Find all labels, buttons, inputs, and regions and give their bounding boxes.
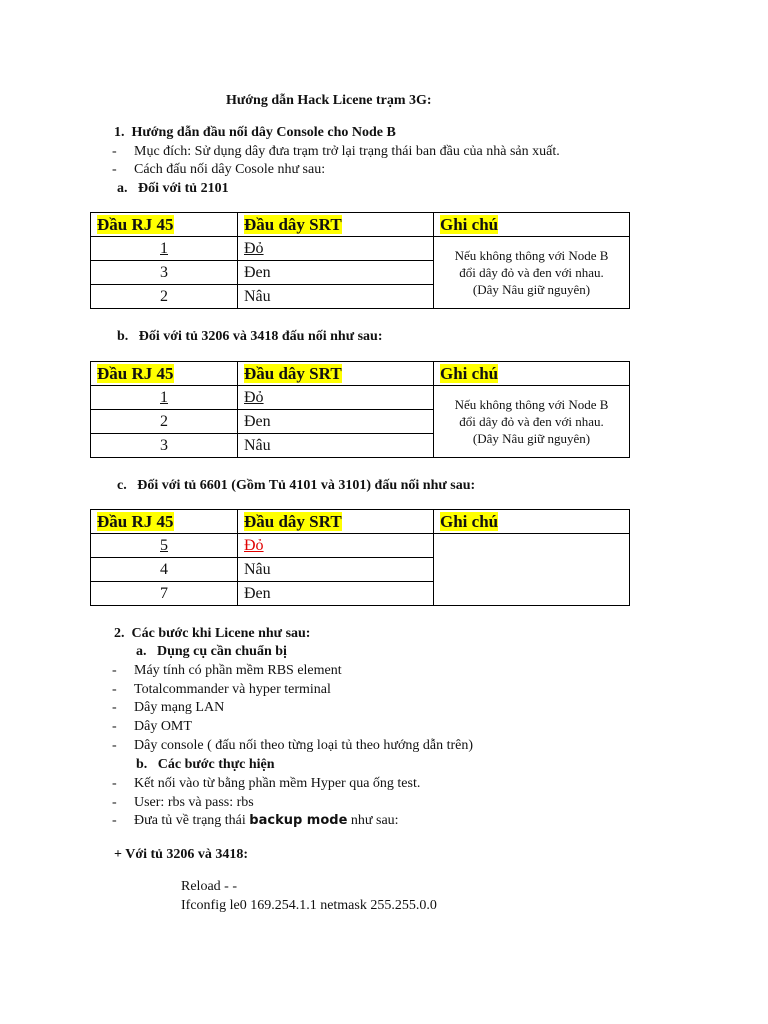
tool-text: Dây mạng LAN [134,700,225,715]
note-line: (Dây Nâu giữ nguyên) [472,282,591,297]
header-rj45: Đầu RJ 45 [97,363,174,383]
note-cell-empty [434,534,630,606]
srt-cell [238,434,434,458]
section1-bullet-wiring [112,162,325,178]
rj-cell [91,285,238,309]
rj-cell [91,434,238,458]
rj-cell [91,558,238,582]
note-line: Nếu không thông với Node B [454,248,609,263]
header-note: Ghi chú [440,214,499,234]
note-line: đổi dây đỏ và đen với nhau. [459,414,604,429]
step-bold-text: backup mode [249,813,348,828]
srt-value: Đen [244,412,271,430]
srt-cell [238,261,434,285]
rj-cell [91,386,238,410]
srt-cell [238,534,434,558]
srt-value: Đen [244,263,271,281]
table-3206-3418 [90,361,630,458]
subsection-c-heading: c. Đối với tủ 6601 (Gồm Tủ 4101 và 3101) đấu nối như sau: [117,478,476,493]
dash-marker: - [112,776,117,791]
dash-marker: - [112,162,117,177]
rj-value: 1 [160,239,168,257]
dash-marker: - [112,700,117,715]
note-cell [434,386,630,458]
header-note: Ghi chú [440,511,499,531]
header-cell [91,510,238,534]
header-srt: Đầu dây SRT [244,511,342,531]
cabinet-heading: + Với tủ 3206 và 3418: [114,847,249,862]
table-row [91,386,630,410]
header-cell [238,213,434,237]
srt-cell [238,386,434,410]
rj-value: 1 [160,388,168,406]
note-line: (Dây Nâu giữ nguyên) [472,431,591,446]
tool-text: Máy tính có phần mềm RBS element [134,663,342,678]
step-text: Đưa tủ về trạng thái [134,813,250,828]
table-header-row [91,362,630,386]
table-header-row [91,213,630,237]
rj-value: 5 [160,536,168,554]
step-item [112,813,399,829]
tool-item [112,738,473,754]
rj-cell [91,582,238,606]
srt-cell [238,285,434,309]
section2-sub-a: a. Dụng cụ cần chuẩn bị [136,644,287,659]
step-text: Kết nối vào từ bằng phần mềm Hyper qua ống test. [134,776,421,791]
subsection-a-heading: a. Đối với tủ 2101 [117,181,229,196]
rj-value: 7 [160,584,168,602]
rj-value: 3 [160,436,168,454]
table-header-row [91,510,630,534]
dash-marker: - [112,738,117,753]
note-cell [434,237,630,309]
tool-item [112,682,331,698]
header-cell [91,362,238,386]
srt-value: Nâu [244,287,271,305]
srt-value: Đen [244,584,271,602]
header-cell [91,213,238,237]
table-6601 [90,509,630,606]
srt-cell [238,582,434,606]
srt-cell [238,237,434,261]
header-cell [434,510,630,534]
srt-cell [238,410,434,434]
header-rj45: Đầu RJ 45 [97,511,174,531]
header-cell [434,213,630,237]
page-title: Hướng dẫn Hack Licene trạm 3G: [226,93,432,108]
rj-value: 4 [160,560,168,578]
subsection-b-heading: b. Đối với tủ 3206 và 3418 đấu nối như sau: [117,329,383,344]
step-text: như sau: [347,813,399,828]
rj-cell [91,237,238,261]
command-line: Reload - - [181,879,237,894]
tool-text: Dây console ( đấu nối theo từng loại tủ theo hướng dẫn trên) [134,738,474,753]
dash-marker: - [112,682,117,697]
step-item [112,795,254,811]
rj-value: 2 [160,412,168,430]
dash-marker: - [112,719,117,734]
rj-value: 2 [160,287,168,305]
dash-marker: - [112,144,117,159]
tool-text: Totalcommander và hyper terminal [134,682,331,697]
step-text: User: rbs và pass: rbs [134,795,254,810]
section2-heading: 2. Các bước khi Licene như sau: [114,626,311,641]
srt-value: Đỏ [244,536,264,554]
rj-cell [91,261,238,285]
step-item [112,776,420,792]
rj-value: 3 [160,263,168,281]
section1-bullet-purpose [112,144,560,160]
header-note: Ghi chú [440,363,499,383]
header-srt: Đầu dây SRT [244,214,342,234]
header-cell [238,510,434,534]
rj-cell [91,534,238,558]
table-2101 [90,212,630,309]
section1-heading: 1. Hướng dẫn đầu nối dây Console cho Node B [114,125,396,140]
header-srt: Đầu dây SRT [244,363,342,383]
note-line: Nếu không thông với Node B [454,397,609,412]
table-row [91,534,630,558]
tool-item [112,719,192,735]
header-cell [434,362,630,386]
tool-item [112,700,224,716]
dash-marker: - [112,813,117,828]
tool-text: Dây OMT [134,719,192,734]
command-line: Ifconfig le0 169.254.1.1 netmask 255.255.0.0 [181,898,437,913]
bullet-text: Mục đích: Sử dụng dây đưa trạm trở lại trạng thái ban đầu của nhà sản xuất. [134,144,560,159]
tool-item [112,663,342,679]
srt-value: Đỏ [244,388,264,406]
note-line: đổi dây đỏ và đen với nhau. [459,265,604,280]
srt-value: Nâu [244,436,271,454]
srt-cell [238,558,434,582]
table-row [91,237,630,261]
rj-cell [91,410,238,434]
bullet-text: Cách đấu nối dây Cosole như sau: [134,162,326,177]
header-cell [238,362,434,386]
srt-value: Đỏ [244,239,264,257]
srt-value: Nâu [244,560,271,578]
header-rj45: Đầu RJ 45 [97,214,174,234]
dash-marker: - [112,663,117,678]
dash-marker: - [112,795,117,810]
section2-sub-b: b. Các bước thực hiện [136,757,275,772]
